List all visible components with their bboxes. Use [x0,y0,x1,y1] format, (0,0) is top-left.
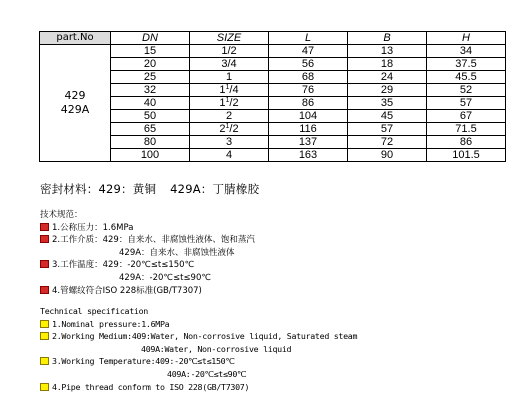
table-header-row [40,32,506,45]
cell-dn: 50 [111,110,190,123]
tech-spec-cn [40,209,255,297]
part-no-cell [40,45,111,162]
tech-en-text: 2.Working Medium:409:Water, Non-corrosive liquid, Saturated steam [52,331,358,342]
tech-en-text: 3.Working Temperature:409:-20℃≤t≤150℃ [52,356,235,367]
size-whole: 3/4 [221,58,237,70]
cell-size [190,123,269,136]
tech-cn-item [40,272,255,285]
tech-en-item [40,318,357,331]
tech-cn-text: 3.工作温度：429：-20℃≤t≤150℃ [52,260,195,271]
part-no-value: 429 [64,89,86,102]
cell-h: 71.5 [427,123,506,136]
cell-l: 68 [269,71,348,84]
cell-dn: 32 [111,84,190,97]
size-whole: 1/2 [221,45,237,57]
cell-dn: 40 [111,97,190,110]
size-fraction-denominator: /2 [229,97,239,109]
cell-size [190,136,269,149]
tech-cn-text: 429A：-20℃≤t≤90℃ [119,272,211,283]
tech-en-text: 409A:-20℃≤t≤90℃ [167,368,247,379]
red-square-icon [40,260,49,268]
cell-b: 24 [348,71,427,84]
cell-dn: 25 [111,71,190,84]
header-l: L [269,32,348,45]
cell-size [190,45,269,58]
size-whole: 1 [219,84,226,96]
yellow-square-icon [40,383,49,391]
yellow-square-icon [40,357,49,365]
cell-h: 52 [427,84,506,97]
cell-b: 13 [348,45,427,58]
seal-label: 密封材料： [40,182,99,196]
cell-h: 34 [427,45,506,58]
cell-h: 101.5 [427,149,506,162]
cell-l: 137 [269,136,348,149]
tech-cn-text: 2.工作介质：429：自来水、非腐蚀性液体、饱和蒸汽 [52,235,255,246]
cell-h: 86 [427,136,506,149]
header-h: H [427,32,506,45]
tech-en-item [40,343,357,356]
cell-l: 47 [269,45,348,58]
part-no-value: 429A [60,103,90,116]
tech-en-text: 1.Nominal pressure:1.6MPa [52,318,170,329]
cell-l: 163 [269,149,348,162]
size-fraction-denominator: /4 [229,84,239,96]
cell-size [190,71,269,84]
tech-spec-en [40,305,357,393]
tech-en-item [40,381,357,394]
size-fraction-denominator: /2 [229,123,239,135]
size-whole: 2 [225,110,233,122]
header-b: B [348,32,427,45]
size-fraction-numerator: 1 [225,84,230,91]
header-size: SIZE [190,32,269,45]
cell-l: 56 [269,58,348,71]
seal-item-429a: 429A：丁腈橡胶 [170,182,260,196]
seal-item-429: 429：黄铜 [98,182,157,196]
tech-cn-title: 技术规范： [40,210,83,220]
cell-b: 45 [348,110,427,123]
cell-size [190,58,269,71]
cell-b: 90 [348,149,427,162]
tech-cn-item [40,259,255,272]
tech-cn-text: 1.公称压力：1.6MPa [52,222,134,233]
yellow-square-icon [40,320,49,328]
header-dn: DN [111,32,190,45]
cell-h: 67 [427,110,506,123]
tech-en-title: Technical specification [40,306,148,316]
tech-en-text: 4.Pipe thread conform to ISO 228(GB/T7307) [52,381,250,392]
size-fraction-numerator: 1 [225,123,230,130]
cell-h: 57 [427,97,506,110]
cell-b: 29 [348,84,427,97]
size-whole: 2 [219,123,226,135]
cell-b: 57 [348,123,427,136]
cell-l: 104 [269,110,348,123]
red-square-icon [40,286,49,294]
cell-size [190,110,269,123]
spec-table [39,31,506,162]
size-whole: 1 [219,97,226,109]
tech-en-text: 409A:Water, Non-corrosive liquid [141,343,292,354]
table-row [40,45,506,58]
cell-dn: 20 [111,58,190,71]
size-fraction-numerator: 1 [225,97,230,104]
tech-cn-text: 429A：自来水、非腐蚀性液体 [119,247,235,258]
size-whole: 1 [225,71,233,83]
cell-b: 72 [348,136,427,149]
cell-dn: 80 [111,136,190,149]
seal-material [40,181,259,197]
cell-h: 45.5 [427,71,506,84]
size-whole: 3 [225,136,233,148]
cell-size [190,97,269,110]
tech-en-item [40,330,357,343]
tech-cn-item [40,234,255,247]
yellow-square-icon [40,332,49,340]
cell-l: 86 [269,97,348,110]
header-part-no: part.No [40,32,111,45]
cell-b: 35 [348,97,427,110]
cell-b: 18 [348,58,427,71]
tech-cn-item [40,285,255,298]
cell-size [190,84,269,97]
tech-en-item [40,368,357,381]
cell-h: 37.5 [427,58,506,71]
tech-en-item [40,355,357,368]
tech-cn-text: 4.管螺纹符合ISO 228标准(GB/T7307) [52,285,202,296]
tech-cn-item [40,222,255,235]
size-whole: 4 [225,149,233,161]
cell-l: 76 [269,84,348,97]
cell-l: 116 [269,123,348,136]
red-square-icon [40,223,49,231]
cell-size [190,149,269,162]
cell-dn: 65 [111,123,190,136]
red-square-icon [40,235,49,243]
tech-cn-item [40,247,255,260]
cell-dn: 100 [111,149,190,162]
cell-dn: 15 [111,45,190,58]
